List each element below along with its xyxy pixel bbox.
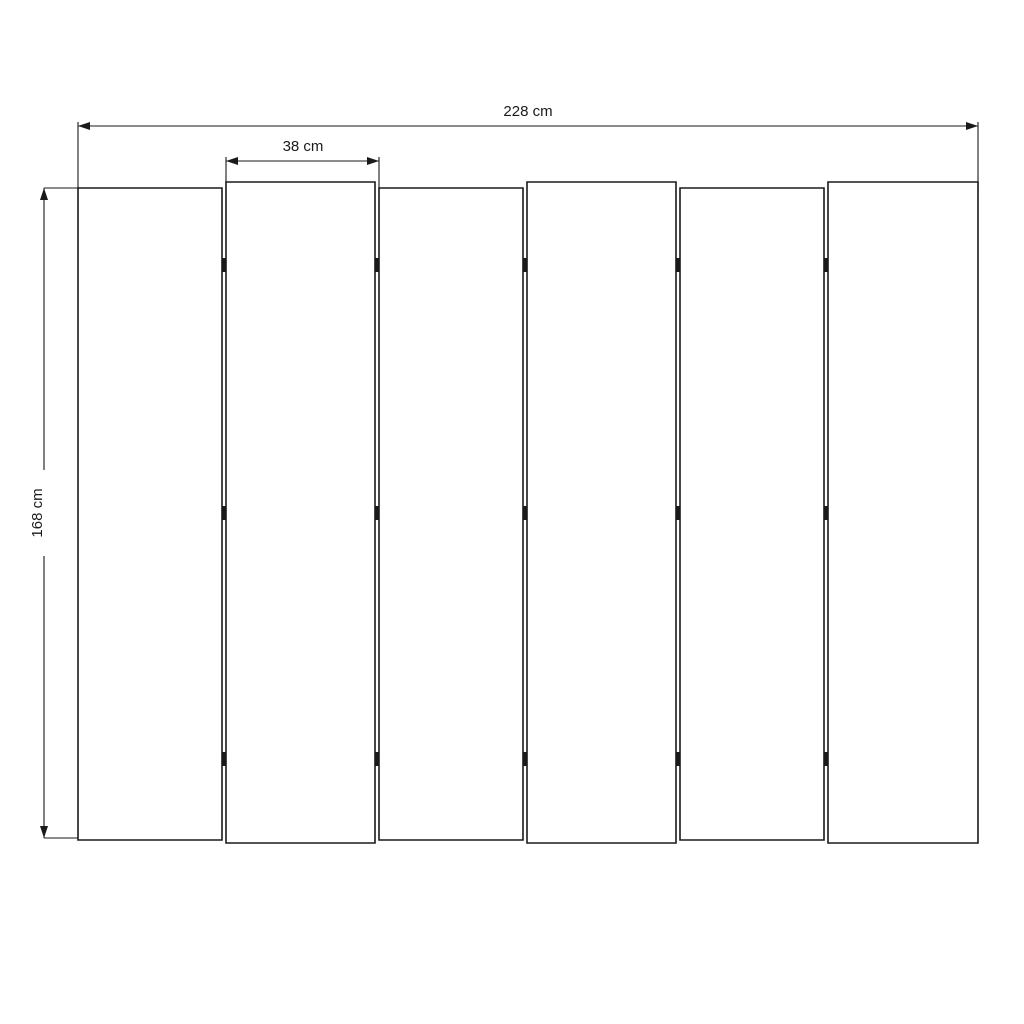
divider-panels <box>78 182 978 843</box>
width-arrow-left-icon <box>78 122 90 130</box>
panel-width-arrow-right-icon <box>367 157 379 165</box>
height-dimension <box>26 188 78 838</box>
height-arrow-top-icon <box>40 188 48 200</box>
height-arrow-bottom-icon <box>40 826 48 838</box>
height-label: 168 cm <box>29 488 46 538</box>
panel-width-label: 38 cm <box>282 138 324 155</box>
overall-width-dimension <box>78 100 978 190</box>
panel-2[interactable] <box>226 182 375 843</box>
overall-width-label: 228 cm <box>503 103 553 120</box>
panel-3[interactable] <box>379 188 523 840</box>
panel-4[interactable] <box>527 182 676 843</box>
panel-6[interactable] <box>828 182 978 843</box>
width-arrow-right-icon <box>966 122 978 130</box>
panel-5[interactable] <box>680 188 824 840</box>
panel-width-arrow-left-icon <box>226 157 238 165</box>
panel-1[interactable] <box>78 188 222 840</box>
